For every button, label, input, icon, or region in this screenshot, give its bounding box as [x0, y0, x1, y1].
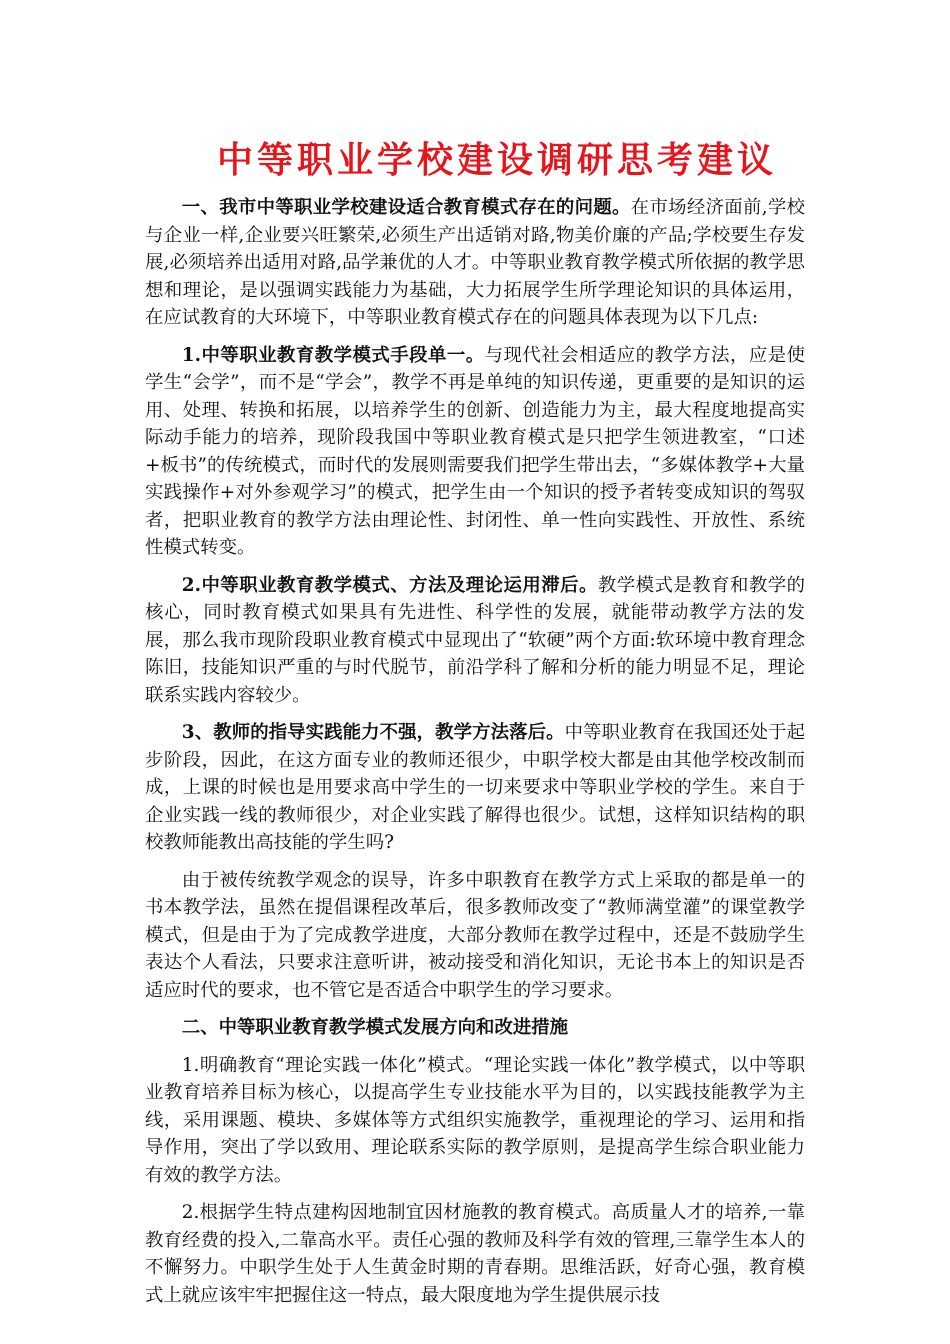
paragraph-point-four [145, 867, 805, 1005]
point-three-body: 中等职业教育在我国还处于起步阶段，因此，在这方面专业的教师还很少，中职学校大都是由其他学校改制而成，上课的时候也是用要求高中学生的一切来要求中等职业学校的学生。来自于企业实践一线的教师很少，对企业实践了解得也很少。试想，这样知识结构的职校教师能教出高技能的学生吗? [145, 722, 805, 853]
point-three-lead: 3、教师的指导实践能力不强，教学方法落后。 [181, 722, 565, 743]
paragraph-point-three [145, 719, 805, 857]
document-title: 中等职业学校建设调研思考建议 [216, 139, 777, 181]
section-one-lead: 一、我市中等职业学校建设适合教育模式存在的问题。 [181, 197, 631, 218]
point-one-lead: 1.中等职业教育教学模式手段单一。 [181, 344, 485, 366]
paragraph-section-one [145, 194, 805, 332]
paragraph-measure-one [145, 1052, 805, 1190]
point-one-body: 与现代社会相适应的教学方法，应是使学生“会学”，而不是“学会”，教学不再是单纯的知识传递，更重要的是知识的运用、处理、转换和拓展，以培养学生的创新、创造能力为主，最大程度地提高实际动手能力的培养，现阶段我国中等职业教育模式是只把学生领进教室，“口述+板书”的传统模式，而时代的发展则需要我们把学生带出去，“多媒体教学+大量实践操作+对外参观学习”的模式，把学生由一个知识的授予者转变成知识的驾驭者，把职业教育的教学方法由理论性、封闭性、单一性向实践性、开放性、系统性模式转变。 [145, 344, 805, 558]
measure-one-body: 1.明确教育“理论实践一体化”模式。“理论实践一体化”教学模式，以中等职业教育培养目标为核心，以提高学生专业技能水平为目的，以实践技能教学为主线，采用课题、模块、多媒体等方式组织实施教学，重视理论的学习、运用和指导作用，突出了学以致用、理论联系实际的教学原则，是提高学生综合职业能力有效的教学方法。 [145, 1054, 805, 1186]
point-two-lead: 2.中等职业教育教学模式、方法及理论运用滞后。 [181, 574, 598, 596]
measure-two-body: 2.根据学生特点建构因地制宜因材施教的教育模式。高质量人才的培养,一靠教育经费的投入,二靠高水平。责任心强的教师及科学有效的管理,三靠学生本人的不懈努力。中职学生处于人生黄金时期的青春期。思维活跃，好奇心强，教育模式上就应该牢牢把握住这一特点，最大限度地为学生提供展示技 [145, 1202, 805, 1306]
section-one-body: 在市场经济面前,学校与企业一样,企业要兴旺繁荣,必须生产出适销对路,物美价廉的产品;学校要生存发展,必须培养出适用对路,品学兼优的人才。中等职业教育教学模式所依据的教学思想和理论，是以强调实践能力为基础，大力拓展学生所学理论知识的具体运用，在应试教育的大环境下，中等职业教育模式存在的问题具体表现为以下几点: [145, 197, 805, 328]
paragraph-point-two [145, 572, 805, 710]
section-two-heading: 二、中等职业教育教学模式发展方向和改进措施 [181, 1017, 569, 1038]
point-four-body: 由于被传统教学观念的误导，许多中职教育在教学方式上采取的都是单一的书本教学法，虽然在提倡课程改革后，很多教师改变了“教师满堂灌”的课堂教学模式，但是由于为了完成教学进度，大部分教师在教学过程中，还是不鼓励学生表达个人看法，只要求注意听讲，被动接受和消化知识，无论书本上的知识是否适应时代的要求，也不管它是否适合中职学生的学习要求。 [145, 869, 805, 1001]
paragraph-point-one [145, 342, 805, 562]
point-two-body: 教学模式是教育和教学的核心，同时教育模式如果具有先进性、科学性的发展，就能带动教学方法的发展，那么我市现阶段职业教育模式中显现出了“软硬”两个方面:软环境中教育理念陈旧，技能知识严重的与时代脱节，前沿学科了解和分析的能力明显不足，理论联系实践内容较少。 [145, 574, 805, 706]
paragraph-measure-two [145, 1199, 805, 1309]
